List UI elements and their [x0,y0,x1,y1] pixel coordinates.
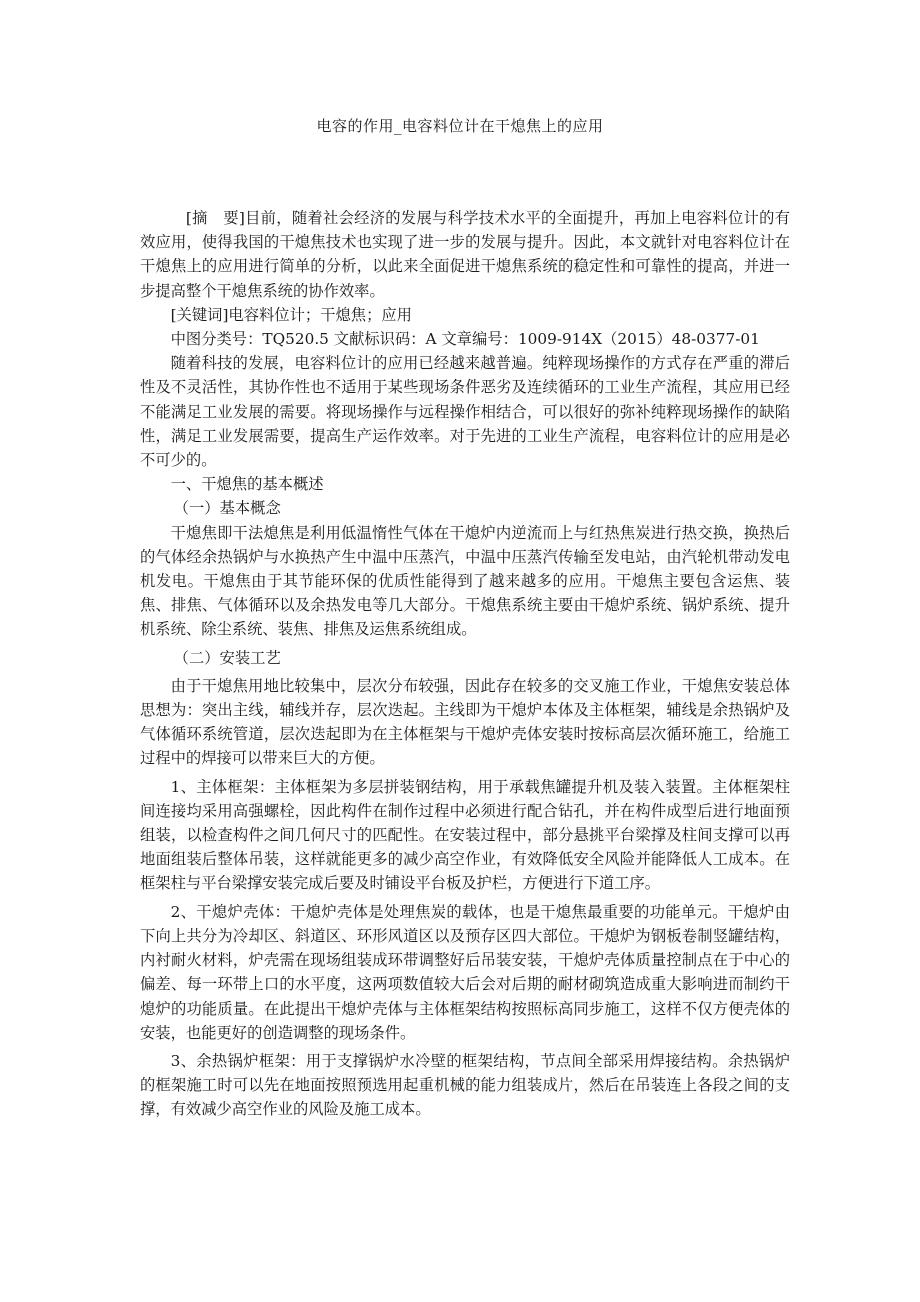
document-title: 电容的作用_电容料位计在干熄焦上的应用 [316,117,604,135]
list-item: 3、余热锅炉框架：用于支撑锅炉水冷壁的框架结构，节点间全部采用焊接结构。余热锅炉的框架施工时可以先在地面按照预选用起重机械的能力组装成片，然后在吊装连上各段之间的支撑，有效减少高空作业的风险及施工成本。 [140,1051,790,1119]
subsection-heading: （二）安装工艺 [173,648,281,667]
keywords-line: [关键词]电容料位计；干熄焦；应用 [170,305,412,324]
document-body [140,206,790,1122]
classification-line: 中图分类号：TQ520.5 文献标识码：A 文章编号：1009-914X（2015）48-0377-01 [170,330,760,349]
list-item: 2、干熄炉壳体：干熄炉壳体是处理焦炭的载体，也是干熄焦最重要的功能单元。干熄炉由下向上共分为冷却区、斜道区、环形风道区以及预存区四大部位。干熄炉为钢板卷制竖罐结构，内衬耐火材料，炉壳需在现场组装成环带调整好后吊装安装，干熄炉壳体质量控制点在于中心的偏差、每一环带上口的水平度，这两项数值较大后会对后期的耐材砌筑造成重大影响进而制约干熄炉的功能质量。在此提出干熄炉壳体与主体框架结构按照标高同步施工，这样不仅方便壳体的安装，也能更好的创造调整的现场条件。 [140,902,790,1042]
intro-paragraph: 随着科技的发展，电容料位计的应用已经越来越普遍。纯粹现场操作的方式存在严重的滞后性及不灵活性，其协作性也不适用于某些现场条件恶劣及连续循环的工业生产流程，其应用已经不能满足工业发展的需要。将现场操作与远程操作相结合，可以很好的弥补纯粹现场操作的缺陷性，满足工业发展需要，提高生产运作效率。对于先进的工业生产流程，电容料位计的应用是必不可少的。 [140,354,790,470]
body-paragraph: 干熄焦即干法熄焦是利用低温惰性气体在干熄炉内逆流而上与红热焦炭进行热交换，换热后的气体经余热锅炉与水换热产生中温中压蒸汽，中温中压蒸汽传输至发电站，由汽轮机带动发电机发电。干熄焦由于其节能环保的优质性能得到了越来越多的应用。干熄焦主要包含运焦、装焦、排焦、气体循环以及余热发电等几大部分。干熄焦系统主要由干熄炉系统、锅炉系统、提升机系统、除尘系统、装焦、排焦及运焦系统组成。 [140,523,790,639]
subsection-heading: （一）基本概念 [173,499,281,518]
abstract-paragraph: [摘 要]目前，随着社会经济的发展与科学技术水平的全面提升，再加上电容料位计的有效应用，使得我国的干熄焦技术也实现了进一步的发展与提升。因此，本文就针对电容料位计在干熄焦上的应用进行简单的分析，以此来全面促进干熄焦系统的稳定性和可靠性的提高，并进一步提高整个干熄焦系统的协作效率。 [140,209,790,300]
body-paragraph: 由于干熄焦用地比较集中，层次分布较强，因此存在较多的交叉施工作业，干熄焦安装总体思想为：突出主线，辅线并存，层次迭起。主线即为干熄炉本体及主体框架，辅线是余热锅炉及气体循环系统管道，层次迭起即为在主体框架与干熄炉壳体安装时按标高层次循环施工，给施工过程中的焊接可以带来巨大的方便。 [140,676,790,768]
list-item: 1、主体框架：主体框架为多层拼装钢结构，用于承载焦罐提升机及装入装置。主体框架柱间连接均采用高强螺栓，因此构件在制作过程中必须进行配合钻孔，并在构件成型后进行地面预组装，以检查构件之间几何尺寸的匹配性。在安装过程中，部分悬挑平台梁撑及柱间支撑可以再地面组装后整体吊装，这样就能更多的减少高空作业，有效降低安全风险并能降低人工成本。在框架柱与平台梁撑安装完成后要及时铺设平台板及护栏，方便进行下道工序。 [140,777,790,893]
section-heading: 一、干熄焦的基本概述 [170,475,324,494]
